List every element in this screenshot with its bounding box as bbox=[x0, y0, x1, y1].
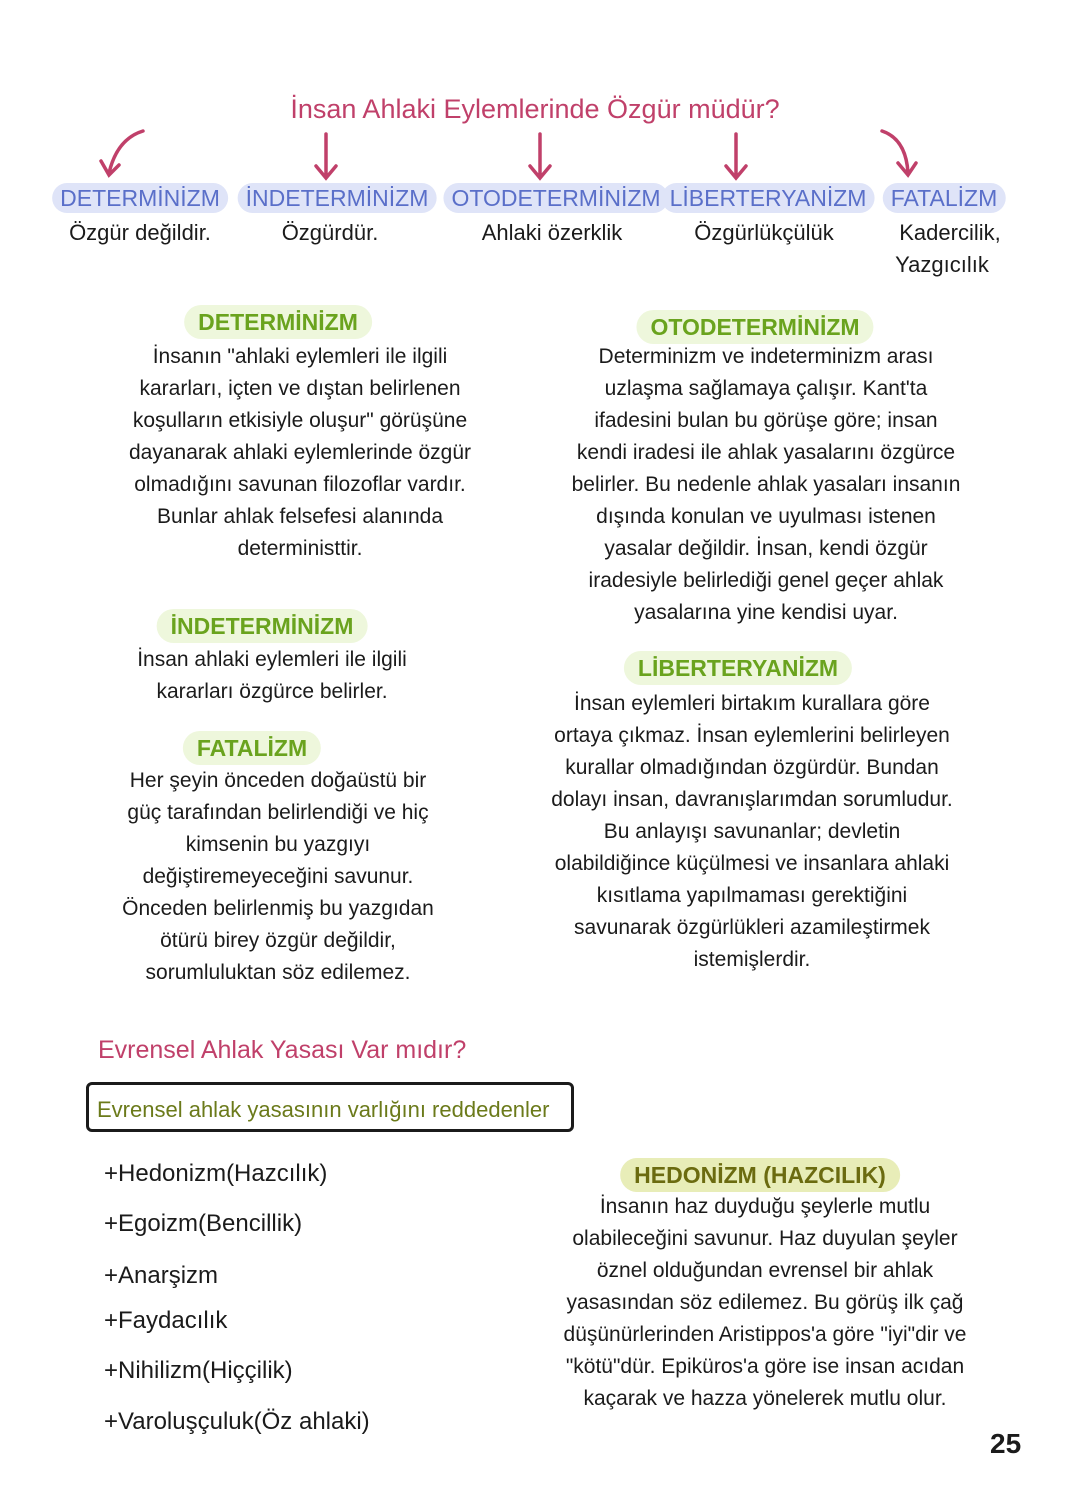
label-otodeterminizm: OTODETERMİNİZM bbox=[443, 183, 668, 213]
text-line: değiştiremeyeceğini savunur. bbox=[142, 865, 414, 888]
text-line: kararları, içten ve dıştan belirlenen bbox=[139, 377, 461, 400]
text-line: dayanarak ahlaki eylemlerinde özgür bbox=[128, 441, 472, 464]
heading-hedonizm: HEDONİZM (HAZCILIK) bbox=[620, 1158, 900, 1192]
desc-otodeterminizm: Ahlaki özerklik bbox=[481, 220, 623, 245]
heading-otodeterminizm: OTODETERMİNİZM bbox=[636, 310, 873, 344]
page-number: 25 bbox=[990, 1428, 1022, 1459]
heading-indeterminizm: İNDETERMİNİZM bbox=[157, 609, 368, 643]
down-arrow-icon bbox=[296, 130, 356, 190]
text-line: yasasından söz edilemez. Bu görüş ilk çağ bbox=[566, 1291, 964, 1314]
down-arrow-icon bbox=[510, 130, 570, 190]
rejecters-box: Evrensel ahlak yasasının varlığını reddedenler bbox=[86, 1082, 574, 1132]
text-line: dolayı insan, davranışlarımdan sorumludur. bbox=[551, 788, 953, 811]
universal-heading: Evrensel Ahlak Yasası Var mıdır? bbox=[98, 1036, 467, 1064]
text-line: kısıtlama yapılmaması gerektiğini bbox=[596, 884, 908, 907]
text-line: ifadesini bulan bu görüşe göre; insan bbox=[594, 409, 938, 432]
label-determinizm: DETERMİNİZM bbox=[52, 183, 228, 213]
text-line: iradesiyle belirlediği genel geçer ahlak bbox=[588, 569, 944, 592]
text-line: koşulların etkisiyle oluşur" görüşüne bbox=[132, 409, 468, 432]
text-otodeterminizm bbox=[486, 341, 1046, 629]
down-arrow-icon bbox=[706, 130, 766, 190]
text-line: uzlaşma sağlamaya çalışır. Kant'ta bbox=[604, 377, 928, 400]
text-line: dışında konulan ve uyulması istenen bbox=[596, 505, 936, 528]
text-line: kimsenin bu yazgıyı bbox=[185, 833, 371, 856]
text-line: kendi iradesi ile ahlak yasalarını özgürce bbox=[576, 441, 956, 464]
page-title: İnsan Ahlaki Eylemlerinde Özgür müdür? bbox=[290, 94, 780, 124]
list-item: +Anarşizm bbox=[104, 1262, 219, 1289]
text-line: güç tarafından belirlendiği ve hiç bbox=[127, 801, 429, 824]
desc-liberteryanizm: Özgürlükçülük bbox=[694, 220, 834, 245]
text-line: İnsanın "ahlaki eylemleri ile ilgili bbox=[152, 345, 448, 368]
text-line: İnsanın haz duyduğu şeylerle mutlu bbox=[599, 1195, 931, 1218]
list-item: +Egoizm(Bencillik) bbox=[104, 1210, 303, 1237]
text-line: kaçarak ve hazza yönelerek mutlu olur. bbox=[583, 1387, 947, 1410]
heading-fatalizm: FATALİZM bbox=[183, 731, 321, 765]
text-line: düşünürlerinden Aristippos'a göre "iyi"dir ve bbox=[563, 1323, 967, 1346]
text-line: kurallar olmadığından özgürdür. Bundan bbox=[565, 756, 939, 779]
text-line: olabildiğince küçülmesi ve insanlara ahlaki bbox=[554, 852, 950, 875]
list-item: +Nihilizm(Hiççilik) bbox=[104, 1357, 293, 1384]
list-item: +Faydacılık bbox=[104, 1307, 228, 1334]
list-item: +Hedonizm(Hazcılık) bbox=[104, 1160, 328, 1187]
text-line: olabileceğini savunur. Haz duyulan şeyler bbox=[572, 1227, 958, 1250]
text-line: ötürü birey özgür değildir, bbox=[160, 929, 396, 952]
text-line: istemişlerdir. bbox=[693, 948, 811, 971]
text-line: "kötü"dür. Epiküros'a göre ise insan acıdan bbox=[565, 1355, 965, 1378]
text-line: Her şeyin önceden doğaüstü bir bbox=[129, 769, 427, 792]
text-line: kararları özgürce belirler. bbox=[156, 680, 388, 703]
text-line: belirler. Bu nedenle ahlak yasaları insanın bbox=[571, 473, 961, 496]
text-line: Bu anlayışı savunanlar; devletin bbox=[603, 820, 901, 843]
desc-fatalizm-1: Kadercilik, bbox=[899, 220, 1001, 245]
curved-arrow-icon bbox=[870, 125, 930, 185]
text-liberteryanizm bbox=[472, 688, 1032, 976]
heading-determinizm: DETERMİNİZM bbox=[184, 305, 372, 339]
text-line: ortaya çıkmaz. İnsan eylemlerini belirleyen bbox=[554, 724, 950, 747]
text-hedonizm bbox=[485, 1191, 1045, 1415]
text-indeterminizm bbox=[0, 644, 552, 708]
text-line: yasalarına yine kendisi uyar. bbox=[634, 601, 898, 624]
text-line: Determinizm ve indeterminizm arası bbox=[598, 345, 934, 368]
text-line: İnsan ahlaki eylemleri ile ilgili bbox=[137, 648, 407, 671]
label-indeterminizm: İNDETERMİNİZM bbox=[238, 183, 437, 213]
curved-arrow-icon bbox=[95, 125, 155, 185]
list-item: +Varoluşçuluk(Öz ahlaki) bbox=[104, 1408, 370, 1435]
text-line: sorumluluktan söz edilemez. bbox=[145, 961, 411, 984]
text-line: Önceden belirlenmiş bu yazgıdan bbox=[122, 897, 434, 920]
text-line: yasalar değildir. İnsan, kendi özgür bbox=[604, 537, 928, 560]
desc-fatalizm-2: Yazgıcılık bbox=[895, 252, 989, 277]
label-fatalizm: FATALİZM bbox=[883, 183, 1006, 213]
text-line: savunarak özgürlükleri azamileştirmek bbox=[574, 916, 930, 939]
desc-determinizm: Özgür değildir. bbox=[69, 220, 211, 245]
text-line: deterministtir. bbox=[237, 537, 363, 560]
text-line: olmadığını savunan filozoflar vardır. bbox=[134, 473, 466, 496]
text-line: İnsan eylemleri birtakım kurallara göre bbox=[574, 692, 930, 715]
label-liberteryanizm: LİBERTERYANİZM bbox=[662, 183, 875, 213]
text-line: Bunlar ahlak felsefesi alanında bbox=[156, 505, 444, 528]
heading-liberteryanizm: LİBERTERYANİZM bbox=[624, 651, 852, 685]
text-line: öznel olduğundan evrensel bir ahlak bbox=[596, 1259, 934, 1282]
desc-indeterminizm: Özgürdür. bbox=[281, 220, 379, 245]
